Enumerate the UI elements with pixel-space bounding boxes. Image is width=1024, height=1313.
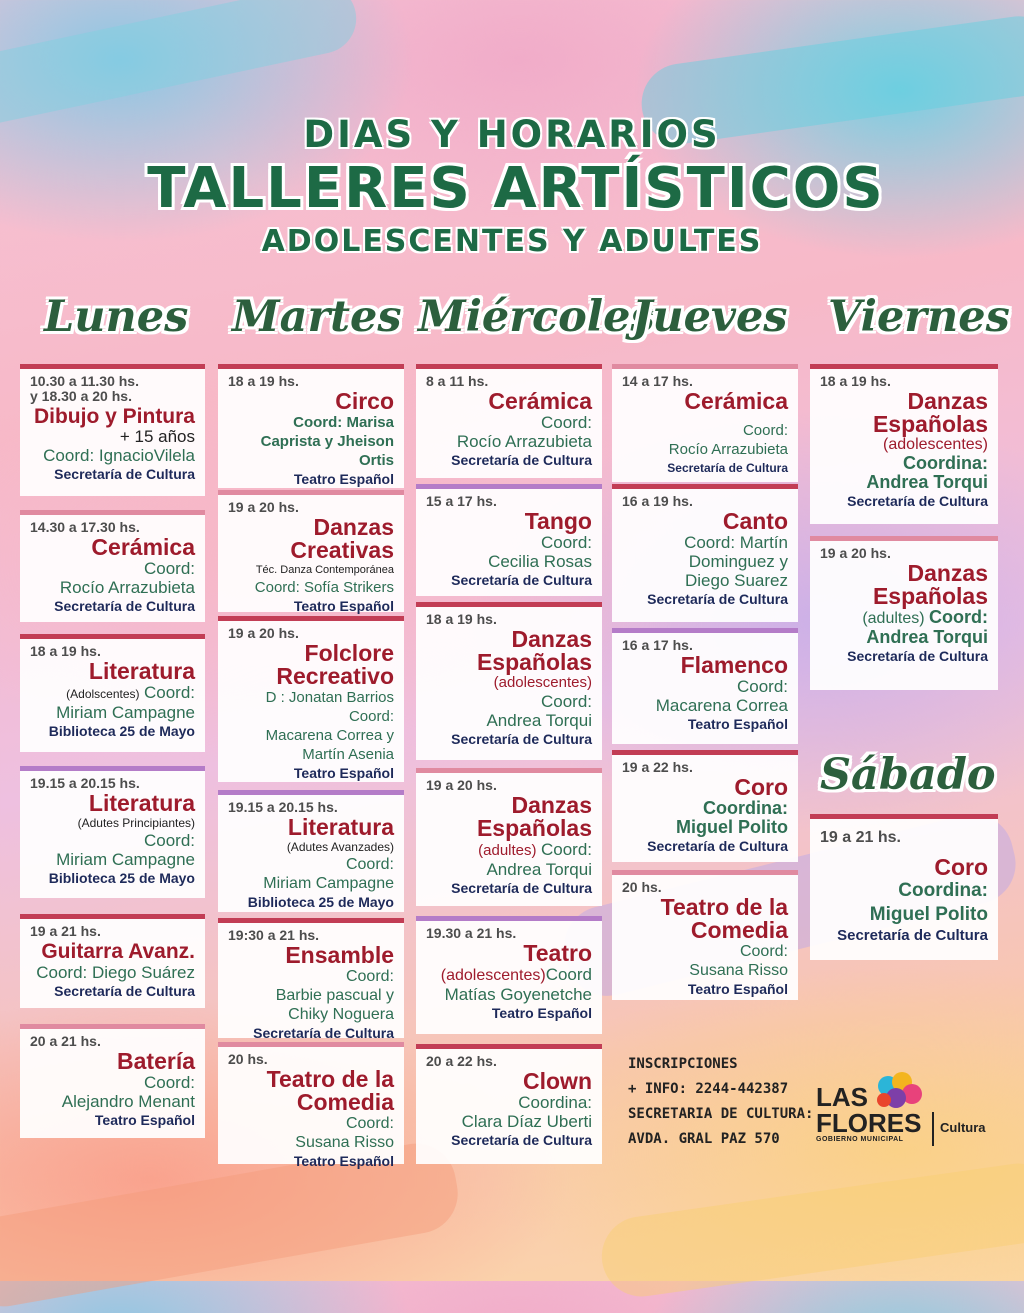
workshop-coordinator: Coord: xyxy=(143,1073,195,1092)
workshop-name: Danzas xyxy=(511,792,592,818)
workshop-coordinator: Diego Suarez xyxy=(684,571,788,590)
workshop-coordinator: Rocío Arrazubieta xyxy=(668,441,788,458)
workshop-name: Ensamble xyxy=(285,942,394,968)
workshop-card xyxy=(810,814,998,960)
workshop-time: 20 a 21 hs. xyxy=(30,1033,101,1049)
registration-info xyxy=(628,1052,813,1152)
workshop-coordinator: Coord: xyxy=(143,683,195,702)
workshop-age: + 15 años xyxy=(119,427,195,446)
workshop-coordinator: Barbie pascual y xyxy=(275,987,394,1004)
workshop-coordinator: Coord: xyxy=(345,1115,394,1132)
workshop-place: Secretaría de Cultura xyxy=(451,572,592,588)
workshop-card xyxy=(20,766,205,898)
workshop-coordinator: Coord: Diego Suárez xyxy=(36,963,195,982)
workshop-place: Teatro Español xyxy=(293,471,394,487)
workshop-place: Teatro Español xyxy=(491,1005,592,1021)
workshop-card xyxy=(20,364,205,496)
workshop-coordinator: Ortis xyxy=(358,452,394,469)
day-title-jueves: Jueves xyxy=(632,292,788,342)
workshop-time: 18 a 19 hs. xyxy=(228,373,299,389)
workshop-time: 16 a 17 hs. xyxy=(622,637,693,653)
workshop-coordinator: Coord: Sofía Strikers xyxy=(254,579,394,596)
workshop-place: Teatro Español xyxy=(687,716,788,732)
workshop-time: 16 a 19 hs. xyxy=(622,493,693,509)
workshop-coordinator: Coordina: xyxy=(903,453,988,473)
workshop-name: Danzas xyxy=(511,626,592,652)
workshop-place: Secretaría de Cultura xyxy=(54,466,195,482)
workshop-coordinator: Coord: Martín xyxy=(684,533,788,552)
workshop-time: 18 a 19 hs. xyxy=(426,611,497,627)
workshop-time: 19 a 21 hs. xyxy=(30,923,101,939)
workshop-name: Literatura xyxy=(287,814,394,840)
workshop-coordinator: Coord: xyxy=(348,708,394,725)
workshop-name: Circo xyxy=(335,388,394,414)
workshop-time: 8 a 11 hs. xyxy=(426,373,489,389)
workshop-card xyxy=(612,870,798,1000)
workshop-place: Secretaría de Cultura xyxy=(837,927,988,944)
workshop-place: Secretaría de Cultura xyxy=(253,1025,394,1041)
workshop-age: (adultes) xyxy=(862,610,925,627)
workshop-card xyxy=(416,1044,602,1164)
workshop-name: Españolas xyxy=(476,815,592,841)
workshop-name: Danzas xyxy=(907,560,988,586)
workshop-time: 19.15 a 20.15 hs. xyxy=(228,799,338,815)
workshop-note: (Adutes Avanzades) xyxy=(286,840,394,854)
workshop-place: Secretaría de Cultura xyxy=(451,731,592,747)
info-address: AVDA. GRAL PAZ 570 xyxy=(628,1131,780,1147)
workshop-name: Teatro de la xyxy=(660,894,788,920)
workshop-name: Coro xyxy=(734,774,788,800)
info-phone: + INFO: 2244-442387 xyxy=(628,1081,789,1097)
workshop-note: (Adutes Principiantes) xyxy=(77,816,195,830)
workshop-place: Secretaría de Cultura xyxy=(451,452,592,468)
workshop-name: Batería xyxy=(117,1048,195,1074)
logo-flores: FLORES xyxy=(816,1108,922,1138)
workshop-name: Creativas xyxy=(290,537,394,563)
workshop-place: Secretaría de Cultura xyxy=(451,1132,592,1148)
flower-logo-icon xyxy=(868,1072,928,1112)
workshop-card xyxy=(612,484,798,622)
workshop-name: Teatro xyxy=(523,940,592,966)
workshop-coordinator: Coord: xyxy=(540,692,592,711)
workshop-coordinator: Martín Asenia xyxy=(302,746,394,763)
day-title-martes: Martes xyxy=(232,292,402,342)
day-title-sabado: Sábado xyxy=(820,750,996,800)
workshop-card xyxy=(218,1042,404,1169)
workshop-coordinator: Dominguez y xyxy=(688,552,788,571)
workshop-card xyxy=(612,628,798,744)
workshop-time: 19 a 21 hs. xyxy=(820,829,901,846)
workshop-place: Secretaría de Cultura xyxy=(647,838,788,854)
workshop-card xyxy=(218,364,404,488)
municipality-logo xyxy=(816,1072,986,1143)
workshop-place: Teatro Español xyxy=(687,981,788,997)
workshop-coordinator: Coord: xyxy=(736,677,788,696)
workshop-coordinator: Coord: xyxy=(540,533,592,552)
workshop-time: 19 a 20 hs. xyxy=(228,499,299,515)
workshop-coordinator: Miriam Campagne xyxy=(263,875,394,892)
workshop-coordinator: Caprista y Jheison xyxy=(260,433,394,450)
workshop-name: Españolas xyxy=(872,583,988,609)
workshop-time: 19.30 a 21 hs. xyxy=(426,925,517,941)
workshop-card xyxy=(810,536,998,690)
workshop-card xyxy=(20,634,205,752)
workshop-place: Secretaría de Cultura xyxy=(667,461,788,475)
workshop-card xyxy=(612,364,798,482)
workshop-coordinator: Coord: IgnacioVilela xyxy=(43,446,195,465)
workshop-coordinator: Coord: xyxy=(739,943,788,960)
workshop-coordinator: Coord: xyxy=(143,559,195,578)
workshop-coordinator: Macarena Correa xyxy=(655,696,788,715)
info-line: INSCRIPCIONES xyxy=(628,1056,738,1072)
workshop-card xyxy=(20,510,205,622)
logo-divider xyxy=(932,1112,934,1146)
workshop-name: Literatura xyxy=(88,658,195,684)
workshop-card xyxy=(416,364,602,478)
workshop-time: 10.30 a 11.30 hs. xyxy=(30,373,139,389)
workshop-time: 18 a 19 hs. xyxy=(820,373,891,389)
workshop-place: Biblioteca 25 de Mayo xyxy=(48,870,195,886)
workshop-name: Guitarra Avanz. xyxy=(41,940,195,963)
workshop-card xyxy=(416,602,602,760)
workshop-time: 19.15 a 20.15 hs. xyxy=(30,775,140,791)
workshop-name: Coro xyxy=(934,854,988,880)
workshop-coordinator: Coord: xyxy=(143,831,195,850)
workshop-place: Secretaría de Cultura xyxy=(54,983,195,999)
workshop-coordinator: Andrea Torqui xyxy=(866,472,988,492)
workshop-time: 14.30 a 17.30 hs. xyxy=(30,519,140,535)
workshop-coordinator: Rocío Arrazubieta xyxy=(59,578,195,597)
workshop-name: Teatro de la xyxy=(266,1066,394,1092)
workshop-name: Cerámica xyxy=(684,388,788,414)
workshop-place: Teatro Español xyxy=(293,598,394,614)
workshop-coordinator: Susana Risso xyxy=(295,1134,394,1151)
workshop-name: Flamenco xyxy=(680,652,788,678)
workshop-coordinator: Matías Goyenetche xyxy=(444,985,592,1004)
workshop-time: 20 hs. xyxy=(622,879,662,895)
workshop-name: Cerámica xyxy=(488,388,592,414)
workshop-coordinator: Coord: xyxy=(540,413,592,432)
workshop-name: Tango xyxy=(524,508,592,534)
workshop-time: 19 a 22 hs. xyxy=(622,759,693,775)
workshop-coordinator: Coordina: xyxy=(898,880,988,901)
workshop-time: 20 a 22 hs. xyxy=(426,1053,497,1069)
workshop-name: Comedia xyxy=(296,1089,394,1115)
workshop-coordinator: Coord: Marisa xyxy=(293,414,394,431)
workshop-name: Comedia xyxy=(690,917,788,943)
workshop-name: Danzas xyxy=(313,514,394,540)
workshop-name: Cerámica xyxy=(91,534,195,560)
header-line3: ADOLESCENTES Y ADULTES xyxy=(261,224,763,259)
workshop-coordinator: Rocío Arrazubieta xyxy=(456,432,592,451)
workshop-coordinator: Coordina: xyxy=(518,1093,592,1112)
workshop-name: Dibujo y Pintura xyxy=(33,405,195,428)
workshop-name: Clown xyxy=(523,1068,592,1094)
workshop-coordinator: Andrea Torqui xyxy=(486,860,592,879)
workshop-time: 19 a 20 hs. xyxy=(820,545,891,561)
day-title-viernes: Viernes xyxy=(828,292,1010,342)
logo-cultura: Cultura xyxy=(940,1120,986,1135)
day-title-miercoles: Miércoles xyxy=(418,292,655,342)
workshop-coordinator: D : Jonatan Barrios xyxy=(265,689,394,706)
workshop-place: Secretaría de Cultura xyxy=(451,880,592,896)
workshop-time: 20 hs. xyxy=(228,1051,268,1067)
workshop-card xyxy=(612,750,798,862)
workshop-age: (adolescentes) xyxy=(493,674,592,691)
workshop-coordinator: Cecilia Rosas xyxy=(488,552,592,571)
workshop-coordinator: Andrea Torqui xyxy=(866,627,988,647)
workshop-coordinator: Coord xyxy=(545,965,592,984)
workshop-coordinator: Coord: xyxy=(345,968,394,985)
workshop-card xyxy=(416,768,602,906)
workshop-coordinator: Miriam Campagne xyxy=(56,703,195,722)
workshop-card xyxy=(416,484,602,596)
workshop-place: Secretaría de Cultura xyxy=(847,493,988,509)
workshop-time: 18 a 19 hs. xyxy=(30,643,101,659)
workshop-coordinator: Chiky Noguera xyxy=(288,1006,394,1023)
workshop-name: Recreativo xyxy=(276,663,394,689)
workshop-place: Biblioteca 25 de Mayo xyxy=(48,723,195,739)
workshop-coordinator: Coord: xyxy=(540,840,592,859)
workshop-note: Téc. Danza Contemporánea xyxy=(255,564,394,576)
workshop-card xyxy=(218,490,404,612)
workshop-time: 19 a 20 hs. xyxy=(426,777,497,793)
workshop-card xyxy=(20,914,205,1008)
workshop-time: 19:30 a 21 hs. xyxy=(228,927,320,943)
workshop-card xyxy=(810,364,998,524)
workshop-name: Canto xyxy=(722,508,788,534)
workshop-age: (adultes) xyxy=(478,842,537,859)
header-line1: DIAS Y HORARIOS xyxy=(303,113,721,156)
workshop-age: (adolescentes) xyxy=(440,967,546,984)
workshop-place: Secretaría de Cultura xyxy=(54,598,195,614)
workshop-place: Teatro Español xyxy=(293,1153,394,1169)
workshop-coordinator: Coord: xyxy=(345,856,394,873)
workshop-place: Teatro Español xyxy=(293,765,394,781)
workshop-coordinator: Coord: xyxy=(742,422,788,439)
workshop-coordinator: Coordina: xyxy=(703,798,788,818)
workshop-place: Teatro Español xyxy=(94,1112,195,1128)
workshop-coordinator: Clara Díaz Uberti xyxy=(461,1112,592,1131)
workshop-time: 15 a 17 hs. xyxy=(426,493,497,509)
workshop-coordinator: Susana Risso xyxy=(689,962,788,979)
workshop-name: Literatura xyxy=(88,790,195,816)
workshop-coordinator: Alejandro Menant xyxy=(61,1092,195,1111)
workshop-age: (adolescentes) xyxy=(883,436,988,453)
poster-header xyxy=(0,112,1024,264)
workshop-time: 14 a 17 hs. xyxy=(622,373,693,389)
day-title-lunes: Lunes xyxy=(44,292,189,342)
workshop-place: Secretaría de Cultura xyxy=(647,591,788,607)
workshop-coordinator: Miguel Polito xyxy=(869,904,988,925)
workshop-coordinator: Miriam Campagne xyxy=(56,850,195,869)
workshop-place: Secretaría de Cultura xyxy=(847,648,988,664)
workshop-coordinator: Miguel Polito xyxy=(676,817,788,837)
workshop-coordinator: Macarena Correa y xyxy=(265,727,394,744)
workshop-note: (Adolscentes) xyxy=(66,687,140,701)
logo-las: LAS xyxy=(816,1082,868,1112)
workshop-card xyxy=(20,1024,205,1138)
workshop-name: Danzas xyxy=(907,388,988,414)
workshop-card xyxy=(218,616,404,782)
info-line: SECRETARIA DE CULTURA: xyxy=(628,1106,814,1122)
workshop-time: y 18.30 a 20 hs. xyxy=(30,388,132,404)
page-title: TALLERES ARTÍSTICOS xyxy=(147,156,885,221)
brush-streak xyxy=(597,1158,1024,1301)
logo-gobierno: GOBIERNO MUNICIPAL xyxy=(816,1136,904,1143)
workshop-coordinator: Andrea Torqui xyxy=(486,711,592,730)
workshop-name: Folclore xyxy=(304,640,394,666)
workshop-coordinator: Coord: xyxy=(929,607,988,627)
workshop-name: Españolas xyxy=(476,649,592,675)
workshop-place: Biblioteca 25 de Mayo xyxy=(247,894,394,910)
workshop-card xyxy=(416,916,602,1034)
workshop-card xyxy=(218,918,404,1041)
workshop-card xyxy=(218,790,404,912)
workshop-time: 19 a 20 hs. xyxy=(228,625,299,641)
workshop-name: Españolas xyxy=(872,411,988,437)
